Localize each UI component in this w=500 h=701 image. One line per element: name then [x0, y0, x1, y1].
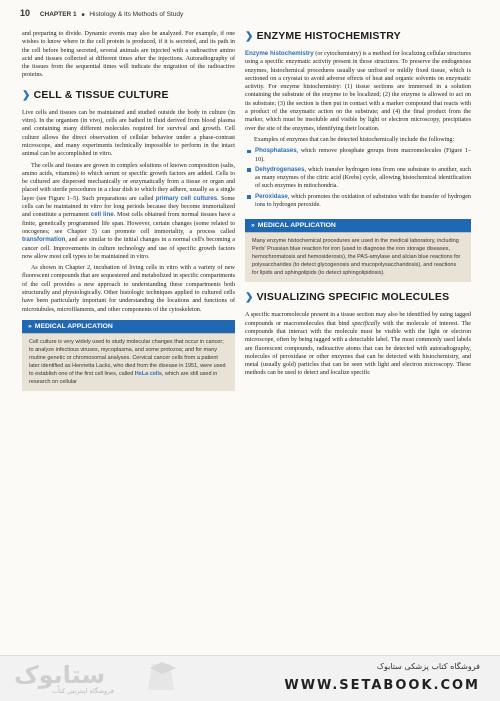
chevron-right-icon: ❯ [22, 89, 31, 101]
right-column [245, 30, 471, 381]
list-item: Phosphatases, which remove phosphate groups from macromolecules (Figure 1–10). [255, 147, 471, 163]
list-item: Dehydrogenases, which transfer hydrogen ions from one substrate to another, such as many enzymes of the citric acid (Krebs) cycle, allowing histochemical identification of such enzymes in mitochondria. [255, 165, 471, 190]
key-term: primary cell cultures [155, 194, 218, 202]
medical-application-box [245, 219, 471, 282]
paragraph: Live cells and tissues can be maintained and studied outside the body in culture (in vitro). In the organism (in vivo), cells are bathed in fluid derived from blood plasma and containing many different molecules required for survival and growth. Cell culture allows the direct observation of cellular behavior under a phase-contrast microscope, and many experiments technically impossible to perform in the intact animal can be accomplished in vitro. [22, 109, 235, 158]
logo-graphic [12, 658, 187, 696]
section-title: VISUALIZING SPECIFIC MOLECULES [256, 291, 450, 304]
store-url-link[interactable]: WWW.SETABOOK.COM [284, 678, 480, 693]
key-term: HeLa cells [134, 370, 162, 377]
box-title: » MEDICAL APPLICATION [245, 219, 471, 232]
list-item: Peroxidase, which promotes the oxidation of substrates with the transfer of hydrogen ions to hydrogen peroxide. [255, 192, 471, 209]
logo-subtitle: فروشگاه اینترنتی کتاب [52, 687, 114, 695]
box-title: » MEDICAL APPLICATION [22, 320, 235, 333]
section-title: CELL & TISSUE CULTURE [33, 88, 169, 101]
page-number: 10 [20, 8, 31, 18]
chapter-title: Histology & Its Methods of Study [89, 11, 184, 18]
paragraph: The cells and tissues are grown in complex solutions of known composition (salts, amino acids, vitamins) to which serum or specific growth factors are added. Cells to be cultured are dispersed mechanically or enzymatically from a tissue or organ and placed with sterile procedures in a clear dish to which they adhere, usually as a single layer (see Figure 1–5). Such preparations are called primary cell cultures. Some cells can be maintained in vitro for long periods because they become immortalized and constitute a permanent cell line. Most cells obtained from normal tissues have a finite, genetically programmed life span. However, certain changes (some related to oncogenes; see Chapter 3) can promote cell immortality, a process called transformation, and are similar to the initial changes in a normal cell's becoming a cancer cell. Improvements in culture technology and use of specific growth factors now allow most cell types to be maintained in vitro. [22, 162, 235, 260]
section-heading-cell-culture [22, 89, 235, 102]
intro-paragraph: and preparing to divide. Dynamic events may also be analyzed. For example, if one wishes to know where in the cell protein is produced, if it is secreted, and its path in the cell before being secreted, several animals are injected with a radioactive amino acid and tissues collected at different times after the injections. Autoradiography of the tissues from the sequential times will indicate the migration of the radioactive proteins. [22, 31, 235, 79]
medical-application-box [22, 320, 235, 391]
box-body: Cell culture is very widely used to study molecular changes that occur in cancer; to analyze infectious viruses, mycoplasma, and some protozoa; and for many routine genetic or chromosomal analyses. Cervical cancer cells from a patient later identified as Henrietta Lacks, who died from the disease in 1951, were used to establish one of the first cell lines, called HeLa cells, which are still used in research on cellular [22, 333, 235, 391]
section-heading-enzyme [245, 30, 471, 43]
header-separator: ■ [81, 12, 85, 18]
setabook-logo[interactable] [12, 658, 187, 696]
paragraph: A specific macromolecule present in a tissue section may also be identified by using tagged compounds or macromolecules that bind specifically with the molecule of interest. The compounds that interact with the molecule must be visible with the light or electron microscope, often by being tagged with a detectable label. The most commonly used labels are fluorescent compounds, radioactive atoms that can be detected with autoradiography, molecules of peroxidase or other enzymes that can be detected with histochemistry, and metal (usually gold) particles that can be seen with light and electron microscopy. These methods can be used to detect and localize specific [245, 312, 472, 377]
footer-banner [0, 655, 500, 701]
key-term: transformation [22, 236, 66, 244]
chevron-right-icon: ❯ [245, 292, 254, 304]
key-term: cell line [90, 211, 114, 219]
double-chevron-icon: » [28, 322, 32, 330]
paragraph: As shown in Chapter 2, incubation of living cells in vitro with a variety of new fluorescent compounds that are sequestered and metabolized in specific compartments of the cell provides a new approach to understanding these compartments both structurally and physiologically. Other histologic techniques applied to cultured cells have been particularly important for understanding the locations and functions of microtubules, microfilaments, and other components of the cytoskeleton. [22, 265, 235, 313]
section-title: ENZYME HISTOCHEMISTRY [256, 30, 401, 42]
box-body: Many enzyme histochemical procedures are used in the medical laboratory, including Perls' Prussian blue reaction for iron (used to diagnose the iron storage diseases, hemochromatosis and hemosiderosis), the PAS-amylase and alcian blue reactions for polysaccharides (to detect glycogenosis and mucopolysaccharidosis), and reactions for lipids and sphingolipids (to detect sphingolipidosis). [245, 232, 471, 282]
section-heading-visualizing [245, 291, 471, 304]
logo-text: ستابوک [14, 661, 106, 689]
double-chevron-icon: » [251, 222, 255, 230]
paragraph: Examples of enzymes that can be detected histochemically include the following: [254, 136, 455, 143]
store-title: فروشگاه کتاب پزشکی ستابوک [376, 662, 480, 671]
page-header [20, 8, 480, 22]
left-column [22, 30, 235, 391]
key-term: Enzyme histochemistry [245, 50, 314, 57]
chevron-right-icon: ❯ [245, 31, 254, 42]
chapter-label: CHAPTER 1 [39, 11, 77, 18]
enzyme-list [245, 147, 471, 209]
paragraph: Enzyme histochemistry (or cytochemistry) is a method for localizing cellular structures using a specific enzymatic activity present in those structures. To preserve the endogenous enzymes, histochemical procedures usually use unfixed or mildly fixed tissue, which is sectioned on a cryostat to avoid adverse effects of heat and organic solvents on enzymatic activity. For enzyme histochemistry: (1) tissue sections are immersed in a solution containing the substrate of the enzyme to be localized; (2) the enzyme is allowed to act on its substrate; (3) the section is then put in contact with a marker compound that reacts with a product of the enzymatic action on the substrate; and (4) the final product from the marker, which must be insoluble and visible by light or electron microscopy, precipitates over the site of the enzymes, identifying their location. [245, 50, 472, 132]
